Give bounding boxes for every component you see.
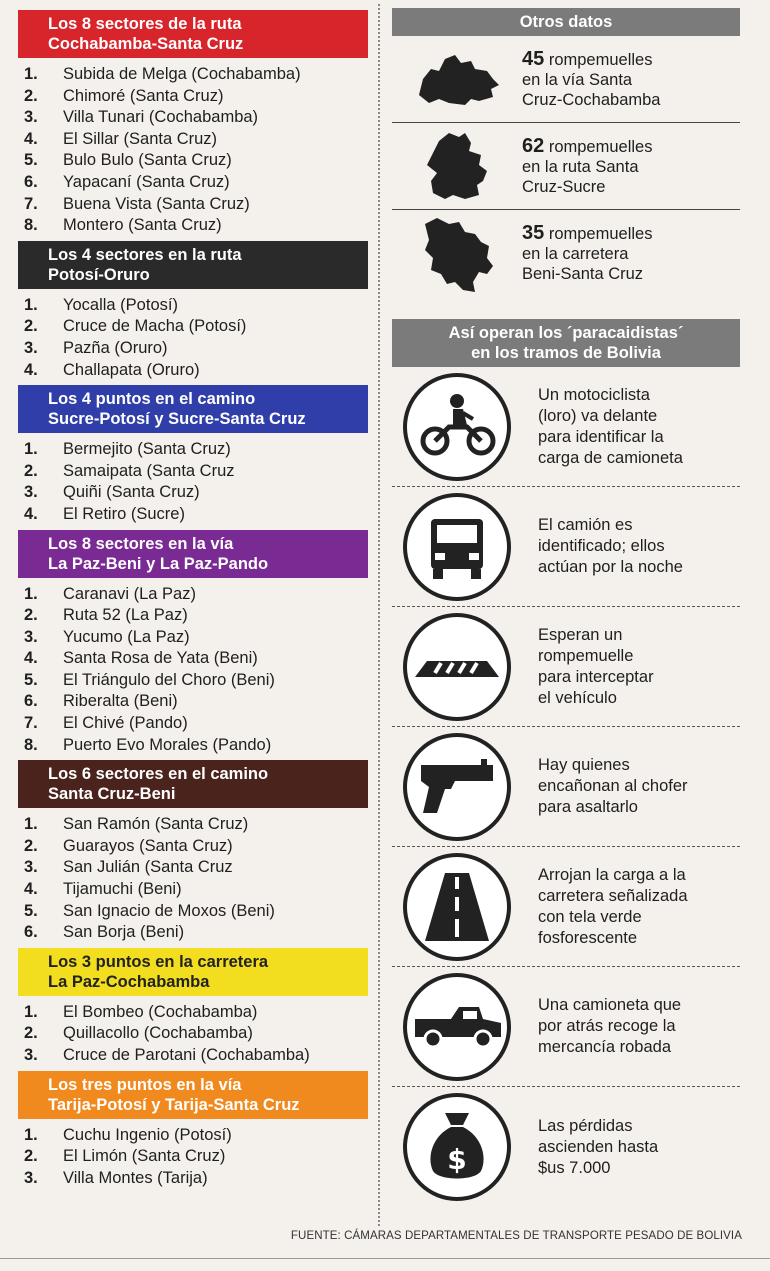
step-line: encañonan al chofer xyxy=(538,777,688,795)
item-number: 4. xyxy=(24,129,38,148)
item-location: Bulo Bulo (Santa Cruz) xyxy=(63,151,232,170)
list-item xyxy=(24,584,368,606)
section-header xyxy=(18,760,368,808)
item-number: 5. xyxy=(24,670,38,689)
list-item xyxy=(24,129,368,151)
money-bag-icon xyxy=(392,1089,522,1205)
list-item xyxy=(24,922,368,944)
fact-count: 35 xyxy=(522,222,545,244)
item-location: Cruce de Parotani (Cochabamba) xyxy=(63,1046,310,1064)
item-number: 3. xyxy=(24,483,38,502)
step-line: para interceptar xyxy=(538,667,654,686)
list-item xyxy=(24,670,368,692)
step-description xyxy=(522,625,654,709)
facts-list xyxy=(392,36,740,297)
item-number: 7. xyxy=(24,714,38,733)
step-description xyxy=(522,865,688,949)
source-credit: FUENTE: CÁMARAS DEPARTAMENTALES DE TRANSPORTE PESADO DE BOLIVIA xyxy=(290,1230,742,1242)
step-description xyxy=(522,755,688,818)
step-line: por atrás recoge la xyxy=(538,1017,676,1035)
item-location: El Retiro (Sucre) xyxy=(63,504,185,523)
step-line: carga de camioneta xyxy=(538,448,683,467)
item-location: Quiñi (Santa Cruz) xyxy=(63,483,200,502)
item-location: Pazña (Oruro) xyxy=(63,338,168,357)
section-header xyxy=(18,385,368,433)
operation-step xyxy=(392,727,740,847)
item-number: 6. xyxy=(24,923,38,942)
step-line: $us 7.000 xyxy=(538,1158,611,1177)
item-location: Riberalta (Beni) xyxy=(63,692,178,711)
section-items xyxy=(18,433,368,529)
item-location: Challapata (Oruro) xyxy=(63,360,200,379)
route-section xyxy=(18,530,368,761)
item-number: 1. xyxy=(24,1002,38,1021)
item-number: 8. xyxy=(24,216,38,235)
motorcycle-icon xyxy=(392,369,522,485)
step-line: para asaltarlo xyxy=(538,798,638,816)
item-location: Bermejito (Santa Cruz) xyxy=(63,440,231,459)
section-title-line: Santa Cruz-Beni xyxy=(48,785,176,804)
section-items xyxy=(18,289,368,385)
item-number: 3. xyxy=(24,1046,38,1064)
fact-line: Cruz-Cochabamba xyxy=(522,90,661,109)
item-location: Cuchu Ingenio (Potosí) xyxy=(63,1125,232,1144)
fact-row xyxy=(392,36,740,123)
list-item xyxy=(24,295,368,317)
item-number: 1. xyxy=(24,584,38,603)
pistol-icon xyxy=(392,729,522,845)
section-title-line: La Paz-Cochabamba xyxy=(48,972,210,991)
item-location: El Bombeo (Cochabamba) xyxy=(63,1002,258,1021)
item-location: Yucumo (La Paz) xyxy=(63,627,190,646)
bolivia-map-icon xyxy=(392,38,522,120)
bottom-rule xyxy=(0,1258,770,1259)
fact-line: Beni-Santa Cruz xyxy=(522,265,644,283)
step-line: rompemuelle xyxy=(538,646,634,665)
fact-first-line xyxy=(522,223,727,244)
step-line: El camión es xyxy=(538,516,633,534)
list-item xyxy=(24,439,368,461)
item-location: San Borja (Beni) xyxy=(63,923,185,942)
item-location: Caranavi (La Paz) xyxy=(63,584,196,603)
list-item xyxy=(24,1045,368,1067)
item-location: Villa Tunari (Cochabamba) xyxy=(63,108,259,127)
operation-step xyxy=(392,607,740,727)
item-number: 3. xyxy=(24,1168,38,1187)
step-line: el vehículo xyxy=(538,688,617,707)
list-item xyxy=(24,1125,368,1147)
item-number: 2. xyxy=(24,1147,38,1166)
section-items xyxy=(18,578,368,761)
fact-unit: rompemuelles xyxy=(548,50,653,69)
item-location: Buena Vista (Santa Cruz) xyxy=(63,194,250,213)
item-location: Chimoré (Santa Cruz) xyxy=(63,86,224,105)
section-title-line: Los 4 puntos en el camino xyxy=(48,390,256,409)
item-number: 6. xyxy=(24,692,38,711)
otros-datos-header xyxy=(392,8,740,36)
beni-map-icon xyxy=(392,213,522,295)
list-item xyxy=(24,194,368,216)
list-item xyxy=(24,648,368,670)
list-item xyxy=(24,316,368,338)
item-location: San Ramón (Santa Cruz) xyxy=(63,815,249,834)
route-sections xyxy=(18,10,368,1193)
item-location: Santa Rosa de Yata (Beni) xyxy=(63,649,258,668)
item-location: Samaipata (Santa Cruz xyxy=(63,461,235,480)
svg-text:$: $ xyxy=(447,1143,467,1176)
step-line: fosforescente xyxy=(538,928,638,947)
section-title-line: Cochabamba-Santa Cruz xyxy=(48,35,244,53)
fact-count: 62 xyxy=(522,134,545,157)
item-number: 2. xyxy=(24,606,38,625)
list-item xyxy=(24,1002,368,1024)
list-item xyxy=(24,360,368,382)
operan-title-line-2: en los tramos de Bolivia xyxy=(471,344,661,362)
list-item xyxy=(24,836,368,858)
route-section xyxy=(18,241,368,385)
list-item xyxy=(24,338,368,360)
list-item xyxy=(24,1146,368,1168)
list-item xyxy=(24,713,368,735)
item-location: Tijamuchi (Beni) xyxy=(63,880,182,899)
fact-count: 45 xyxy=(522,47,545,70)
operation-steps xyxy=(392,367,740,1207)
item-location: Villa Montes (Tarija) xyxy=(63,1168,208,1187)
item-number: 6. xyxy=(24,172,38,191)
item-location: Yocalla (Potosí) xyxy=(63,295,178,314)
item-location: San Ignacio de Moxos (Beni) xyxy=(63,901,275,920)
step-line: con tela verde xyxy=(538,907,642,926)
section-title-line: La Paz-Beni y La Paz-Pando xyxy=(48,554,269,573)
operation-step xyxy=(392,367,740,487)
fact-text xyxy=(522,136,727,197)
list-item xyxy=(24,150,368,172)
section-title-line: Los 8 sectores en la vía xyxy=(48,534,234,553)
operation-step xyxy=(392,487,740,607)
item-number: 3. xyxy=(24,338,38,357)
fact-first-line xyxy=(522,136,727,157)
section-items xyxy=(18,58,368,241)
list-item xyxy=(24,879,368,901)
item-number: 4. xyxy=(24,649,38,668)
step-line: Hay quienes xyxy=(538,756,630,774)
list-item xyxy=(24,482,368,504)
item-number: 2. xyxy=(24,317,38,336)
operation-step xyxy=(392,1087,740,1207)
step-line: Una camioneta que xyxy=(538,996,682,1014)
step-line: Arrojan la carga a la xyxy=(538,865,686,884)
fact-text xyxy=(522,49,727,110)
list-item xyxy=(24,107,368,129)
step-line: actúan por la noche xyxy=(538,558,683,576)
section-header xyxy=(18,1071,368,1119)
step-description xyxy=(522,515,683,578)
fact-text xyxy=(522,223,727,284)
item-location: El Triángulo del Choro (Beni) xyxy=(63,670,275,689)
section-title-line: Los 8 sectores de la ruta xyxy=(48,15,242,33)
right-column xyxy=(392,8,740,1207)
section-title-line: Potosí-Oruro xyxy=(48,265,150,284)
section-title-line: Los tres puntos en la vía xyxy=(48,1075,242,1094)
list-item xyxy=(24,86,368,108)
item-location: Quillacollo (Cochabamba) xyxy=(63,1024,253,1043)
fact-line: Cruz-Sucre xyxy=(522,177,606,196)
item-location: Subida de Melga (Cochabamba) xyxy=(63,65,301,83)
fact-line: en la ruta Santa xyxy=(522,157,639,176)
operation-step xyxy=(392,847,740,967)
section-title-line: Los 4 sectores en la ruta xyxy=(48,245,242,264)
road-icon xyxy=(392,849,522,965)
truck-icon xyxy=(392,489,522,605)
step-line: Un motociclista xyxy=(538,385,650,404)
item-number: 3. xyxy=(24,858,38,877)
item-number: 8. xyxy=(24,735,38,754)
section-header xyxy=(18,948,368,996)
item-location: Montero (Santa Cruz) xyxy=(63,216,222,235)
section-header xyxy=(18,241,368,289)
list-item xyxy=(24,814,368,836)
step-line: ascienden hasta xyxy=(538,1137,659,1156)
item-location: El Sillar (Santa Cruz) xyxy=(63,129,218,148)
item-number: 2. xyxy=(24,86,38,105)
step-description xyxy=(522,1116,658,1179)
fact-line: en la vía Santa xyxy=(522,70,633,89)
column-divider xyxy=(378,4,380,1226)
section-items xyxy=(18,1119,368,1194)
item-location: El Limón (Santa Cruz) xyxy=(63,1147,226,1166)
fact-unit: rompemuelles xyxy=(548,225,653,243)
step-line: Las pérdidas xyxy=(538,1116,633,1135)
item-number: 4. xyxy=(24,504,38,523)
item-number: 1. xyxy=(24,815,38,834)
list-item xyxy=(24,901,368,923)
route-section xyxy=(18,10,368,241)
item-number: 5. xyxy=(24,151,38,170)
list-item xyxy=(24,64,368,86)
step-line: Esperan un xyxy=(538,625,623,644)
section-title-line: Sucre-Potosí y Sucre-Santa Cruz xyxy=(48,410,306,429)
fact-unit: rompemuelles xyxy=(548,137,653,156)
item-number: 1. xyxy=(24,295,38,314)
item-number: 5. xyxy=(24,901,38,920)
item-number: 4. xyxy=(24,880,38,899)
section-header xyxy=(18,10,368,58)
item-number: 1. xyxy=(24,1125,38,1144)
step-line: (loro) va delante xyxy=(538,406,658,425)
fact-line: en la carretera xyxy=(522,245,629,263)
list-item xyxy=(24,172,368,194)
item-location: Puerto Evo Morales (Pando) xyxy=(63,735,272,754)
list-item xyxy=(24,461,368,483)
section-title-line: Los 3 puntos en la carretera xyxy=(48,952,269,971)
section-title-line: Los 6 sectores en el camino xyxy=(48,765,269,784)
section-title-line: Tarija-Potosí y Tarija-Santa Cruz xyxy=(48,1095,300,1114)
item-location: Guarayos (Santa Cruz) xyxy=(63,836,233,855)
item-number: 2. xyxy=(24,836,38,855)
item-number: 3. xyxy=(24,627,38,646)
fact-first-line xyxy=(522,49,727,70)
item-number: 4. xyxy=(24,360,38,379)
item-location: Ruta 52 (La Paz) xyxy=(63,606,188,625)
list-item xyxy=(24,1023,368,1045)
item-location: San Julián (Santa Cruz xyxy=(63,858,233,877)
route-section xyxy=(18,385,368,529)
step-line: identificado; ellos xyxy=(538,537,665,555)
otros-datos-title: Otros datos xyxy=(519,13,613,31)
route-section xyxy=(18,1071,368,1194)
list-item xyxy=(24,1168,368,1190)
list-item xyxy=(24,504,368,526)
list-item xyxy=(24,627,368,649)
item-number: 2. xyxy=(24,1024,38,1043)
list-item xyxy=(24,605,368,627)
operan-title-line-1: Así operan los ´paracaidistas´ xyxy=(448,324,684,342)
step-line: carretera señalizada xyxy=(538,886,688,905)
list-item xyxy=(24,215,368,237)
list-item xyxy=(24,691,368,713)
item-number: 7. xyxy=(24,194,38,213)
item-number: 1. xyxy=(24,440,38,459)
list-item xyxy=(24,857,368,879)
speed-bump-icon xyxy=(392,609,522,725)
item-number: 3. xyxy=(24,108,38,127)
santa-cruz-map-icon xyxy=(392,125,522,207)
section-items xyxy=(18,808,368,948)
fact-row xyxy=(392,123,740,210)
item-location: Yapacaní (Santa Cruz) xyxy=(63,172,230,191)
route-section xyxy=(18,948,368,1071)
step-line: mercancía robada xyxy=(538,1038,671,1056)
operation-step xyxy=(392,967,740,1087)
operan-header xyxy=(392,319,740,367)
item-number: 2. xyxy=(24,461,38,480)
list-item xyxy=(24,735,368,757)
item-location: Cruce de Macha (Potosí) xyxy=(63,317,247,336)
pickup-truck-icon xyxy=(392,969,522,1085)
item-location: El Chivé (Pando) xyxy=(63,714,188,733)
fact-row xyxy=(392,210,740,297)
route-section xyxy=(18,760,368,948)
step-description xyxy=(522,385,683,469)
section-header xyxy=(18,530,368,578)
step-description xyxy=(522,995,681,1058)
step-line: para identificar la xyxy=(538,427,664,446)
item-number: 1. xyxy=(24,65,38,83)
section-items xyxy=(18,996,368,1071)
